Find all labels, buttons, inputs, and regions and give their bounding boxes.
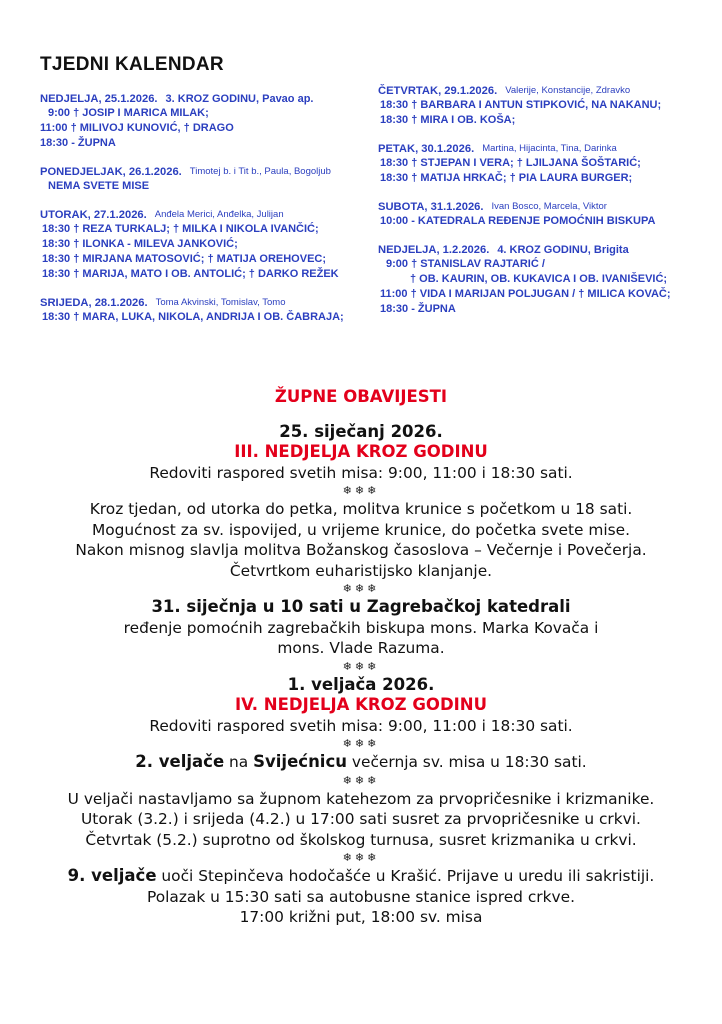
mass-entry: 18:30 † MATIJA HRKAČ; † PIA LAURA BURGER; [380,172,633,184]
mass-entry: 11:00 † VIDA I MARIJAN POLJUGAN / † MILICA KOVAČ; [380,288,671,300]
separator-stars: ❄❄❄ [342,484,380,497]
ordination-line: ređenje pomoćnih zagrebačkih biskupa mons. Marka Kovača i [123,618,599,637]
calendar-day [378,142,698,186]
week-line: Kroz tjedan, od utorka do petka, molitva krunice s početkom u 18 sati. [89,500,633,518]
day-date: PETAK, 30.1.2026. [378,143,475,155]
candlemas-mid: na [224,753,254,771]
day-header [378,142,698,156]
mass-entry: 9:00 † STANISLAV RAJTARIĆ / [386,258,545,270]
separator-stars: ❄❄❄ [342,851,380,864]
mass-entry: 10:00 - KATEDRALA REĐENJE POMOĆNIH BISKUPA [380,215,656,227]
notices-heading: ŽUPNE OBAVIJESTI [274,387,448,406]
mass-entry: 11:00 † MILIVOJ KUNOVIĆ, † DRAGO [40,122,234,134]
day-saints: 4. KROZ GODINU, Brigita [497,244,629,256]
pilgrimage-line: 17:00 križni put, 18:00 sv. misa [239,908,483,926]
notice-sunday-1: III. NEDJELJA KROZ GODINU [234,442,488,461]
day-date: ČETVRTAK, 29.1.2026. [378,85,498,97]
pilgrimage-notice [20,866,702,887]
day-saints: Valerije, Konstancije, Zdravko [505,85,631,96]
day-header [378,243,698,257]
calendar-day [378,243,698,317]
day-header [40,92,370,106]
separator-stars: ❄❄❄ [342,773,380,787]
mass-entry: 18:30 † MIRJANA MATOSOVIĆ; † MATIJA OREHOVEC; [42,253,327,265]
day-saints: Timotej b. i Tit b., Paula, Bogoljub [189,166,331,177]
mass-entry: 18:30 † REZA TURKALJ; † MILKA I NIKOLA IVANČIĆ; [42,223,319,235]
candlemas-rest: večernja sv. misa u 18:30 sati. [347,753,587,771]
mass-entry: 9:00 † JOSIP I MARICA MILAK; [48,107,209,119]
ordination-line: mons. Vlade Razuma. [277,639,445,657]
pilgrimage-rest: uoči Stepinčeva hodočašće u Krašić. Prijave u uredu ili sakristiji. [156,867,655,885]
calendar-day [378,200,698,229]
day-date: UTORAK, 27.1.2026. [40,209,147,221]
mass-entry: 18:30 † MARA, LUKA, NIKOLA, ANDRIJA I OB. ČABRAJA; [42,311,344,323]
day-header [378,84,698,98]
pilgrimage-date: 9. veljače [67,866,157,885]
day-header [40,208,370,222]
mass-entry: 18:30 † STJEPAN I VERA; † LJILJANA ŠOŠTARIĆ; [380,157,641,169]
week-line: Mogućnost za sv. ispovijed, u vrijeme krunice, do početka svete mise. [91,520,631,539]
day-saints: Toma Akvinski, Tomislav, Tomo [155,297,286,308]
candlemas-feast: Svijećnicu [253,752,347,771]
catechesis-line: U veljači nastavljamo sa župnom katehezom za prvopričesnike i krizmanike. [67,789,655,808]
calendar-right-column [378,84,698,331]
notice-date-2: 1. veljača 2026. [287,674,435,694]
catechesis-line: Utorak (3.2.) i srijeda (4.2.) u 17:00 sati susret za prvopričesnike u crkvi. [81,810,641,828]
candlemas-notice [20,752,702,773]
notice-date-1: 25. siječanj 2026. [279,421,443,441]
day-date: NEDJELJA, 25.1.2026. [40,93,158,105]
mass-entry: † OB. KAURIN, OB. KUKAVICA I OB. IVANIŠEVIĆ; [410,273,668,285]
pilgrimage-line: Polazak u 15:30 sati sa autobusne stanice ispred crkve. [146,887,576,906]
mass-entry: 18:30 - ŽUPNA [40,137,116,149]
parish-notices [20,387,702,928]
day-header [378,200,698,214]
mass-entry: 18:30 - ŽUPNA [380,303,456,315]
mass-entry: 18:30 † MIRA I OB. KOŠA; [380,114,516,126]
day-header [40,165,370,179]
day-date: NEDJELJA, 1.2.2026. [378,244,490,256]
day-saints: Anđela Merici, Anđelka, Julijan [154,209,284,220]
ordination-heading: 31. siječnja u 10 sati u Zagrebačkoj katedrali [151,597,571,616]
day-saints: Ivan Bosco, Marcela, Viktor [491,201,607,212]
day-saints: Martina, Hijacinta, Tina, Darinka [482,143,617,154]
calendar-left-column [40,92,370,339]
notice-sunday-2: IV. NEDJELJA KROZ GODINU [235,695,487,714]
mass-entry: 18:30 † ILONKA - MILEVA JANKOVIĆ; [42,238,238,250]
day-date: SRIJEDA, 28.1.2026. [40,297,148,309]
separator-stars: ❄❄❄ [342,582,380,595]
notice-schedule-1: Redoviti raspored svetih misa: 9:00, 11:00 i 18:30 sati. [149,463,573,482]
calendar-title: TJEDNI KALENDAR [40,54,224,75]
calendar-day [40,296,370,325]
separator-stars: ❄❄❄ [342,737,380,750]
day-saints: 3. KROZ GODINU, Pavao ap. [165,93,314,105]
mass-entry: 18:30 † MARIJA, MATO I OB. ANTOLIĆ; † DARKO REŽEK [42,268,339,280]
calendar-day [40,208,370,282]
week-line: Četvrtkom euharistijsko klanjanje. [229,561,493,580]
calendar-day [40,165,370,194]
calendar-day [40,92,370,151]
notice-schedule-2: Redoviti raspored svetih misa: 9:00, 11:00 i 18:30 sati. [149,716,573,735]
calendar-day [378,84,698,128]
separator-stars: ❄❄❄ [342,659,380,673]
day-date: PONEDJELJAK, 26.1.2026. [40,166,182,178]
mass-entry: NEMA SVETE MISE [48,180,150,192]
catechesis-line: Četvrtak (5.2.) suprotno od školskog turnusa, susret krizmanika u crkvi. [85,830,637,849]
day-date: SUBOTA, 31.1.2026. [378,201,484,213]
mass-entry: 18:30 † BARBARA I ANTUN STIPKOVIĆ, NA NAKANU; [380,99,662,111]
week-line: Nakon misnog slavlja molitva Božanskog časoslova – Večernje i Povečerja. [75,541,647,559]
candlemas-date: 2. veljače [135,752,225,771]
day-header [40,296,370,310]
